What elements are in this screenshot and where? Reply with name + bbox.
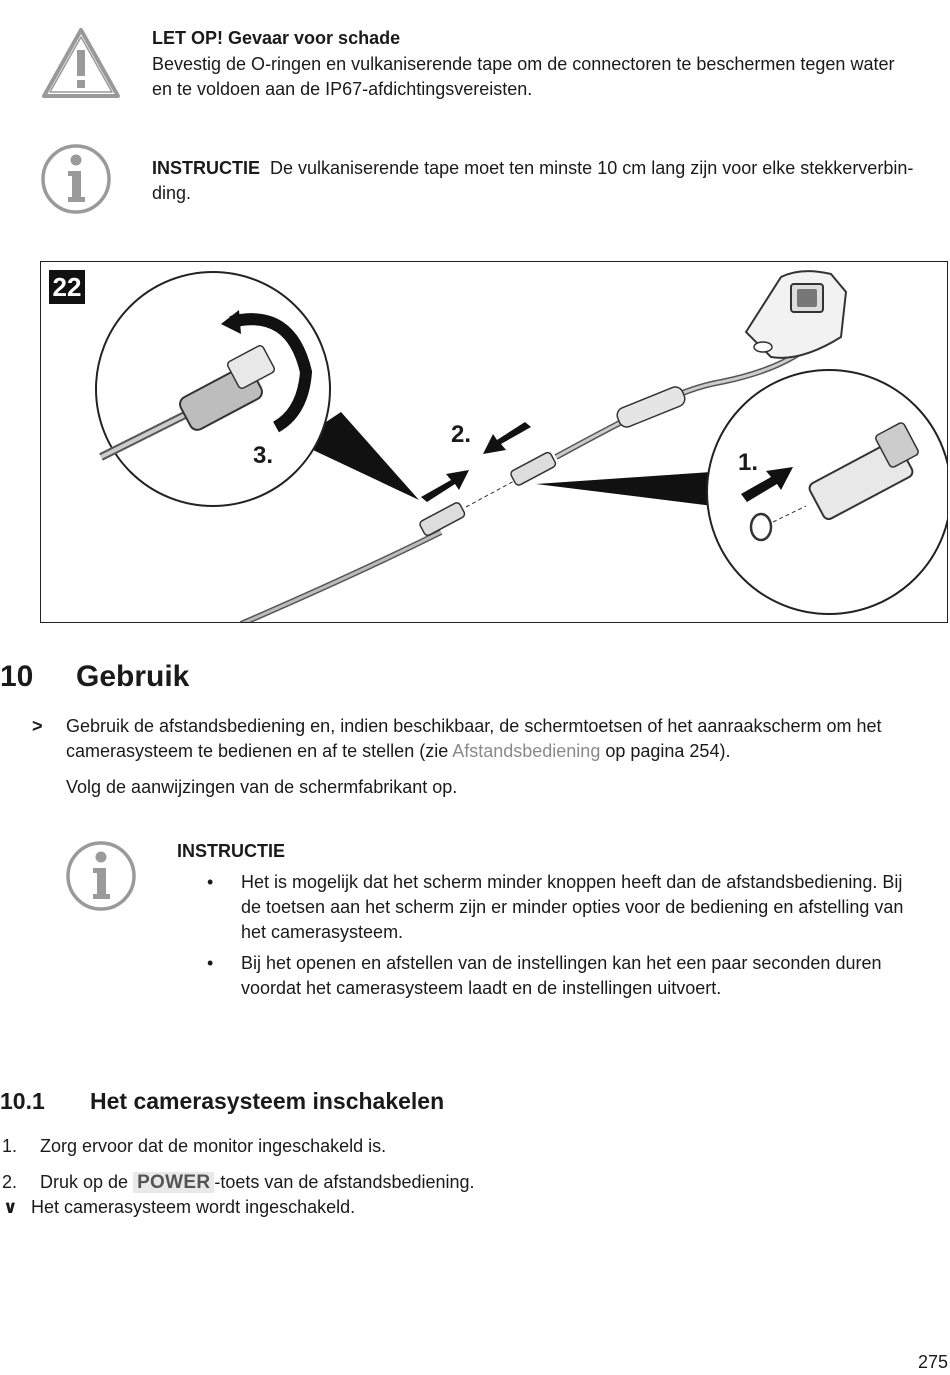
note1-label: INSTRUCTIE bbox=[152, 158, 260, 178]
figure-illustration bbox=[40, 261, 948, 623]
section10-para1-line1: Gebruik de afstandsbediening en, indien beschikbaar, de schermtoetsen of het aanraakscherm om het bbox=[66, 716, 882, 736]
info-icon bbox=[40, 143, 112, 215]
list-item-line: voordat het camerasysteem laadt en de instellingen uitvoert. bbox=[241, 978, 722, 998]
bullet: • bbox=[207, 953, 214, 973]
note1-text-line2: ding. bbox=[152, 183, 192, 203]
section10-para1-line2 bbox=[66, 739, 730, 764]
warning-title: LET OP! Gevaar voor schade bbox=[152, 28, 401, 48]
list-item-line: Het is mogelijk dat het scherm minder knoppen heeft dan de afstandsbediening. Bij bbox=[241, 872, 903, 892]
step-number: 1. bbox=[2, 1136, 18, 1156]
warning-triangle-icon bbox=[40, 26, 122, 100]
list-item bbox=[177, 870, 947, 945]
list-item-line: Bij het openen en afstellen van de instellingen kan het een paar seconden duren bbox=[241, 953, 882, 973]
section-number: 10 bbox=[0, 660, 34, 693]
step-text bbox=[40, 1170, 475, 1195]
warning-text-line1: Bevestig de O-ringen en vulkaniserende tape om de connectoren te beschermen tegen water bbox=[152, 54, 895, 74]
page-number: 275 bbox=[917, 1352, 948, 1372]
section-heading-10-1 bbox=[0, 1085, 444, 1117]
bullet: • bbox=[207, 872, 214, 892]
step1-label: 1. bbox=[738, 449, 759, 476]
note2-label: INSTRUCTIE bbox=[177, 841, 285, 861]
remote-control-link[interactable]: Afstandsbediening bbox=[452, 741, 601, 761]
list-item-line: de toetsen aan het scherm zijn er minder opties voor de bediening en afstelling van bbox=[241, 897, 904, 917]
step-text: Zorg ervoor dat de monitor ingeschakeld is. bbox=[40, 1136, 387, 1156]
list-item bbox=[177, 951, 947, 1001]
section-heading-10 bbox=[0, 657, 189, 697]
step-suffix: -toets van de afstandsbediening. bbox=[214, 1172, 475, 1192]
note2-list bbox=[177, 870, 947, 1007]
step2-label: 2. bbox=[451, 421, 472, 448]
result-marker: ∨ bbox=[3, 1197, 18, 1217]
section10-para2: Volg de aanwijzingen van de schermfabrikant op. bbox=[66, 777, 458, 797]
power-key: POWER bbox=[133, 1172, 214, 1193]
step-number: 2. bbox=[2, 1172, 18, 1192]
para1-prefix: camerasysteem te bedienen en af te stellen (zie bbox=[66, 741, 453, 761]
note1-text: De vulkaniserende tape moet ten minste 10 cm lang zijn voor elke stekkerverbin- bbox=[270, 158, 914, 178]
result-text: Het camerasysteem wordt ingeschakeld. bbox=[31, 1197, 356, 1217]
figure-number: 22 bbox=[49, 270, 85, 304]
step-prefix: Druk op de bbox=[40, 1172, 134, 1192]
list-item-line: het camerasysteem. bbox=[241, 922, 404, 942]
section-title: Gebruik bbox=[76, 660, 190, 693]
para1-suffix: op pagina 254). bbox=[600, 741, 731, 761]
action-marker: > bbox=[32, 716, 43, 736]
warning-text-line2: en te voldoen aan de IP67-afdichtingsvereisten. bbox=[152, 79, 533, 99]
subsection-title: Het camerasysteem inschakelen bbox=[90, 1088, 445, 1114]
note1-text-line1 bbox=[152, 156, 913, 181]
step3-label: 3. bbox=[253, 442, 274, 469]
subsection-number: 10.1 bbox=[0, 1088, 45, 1114]
info-icon bbox=[65, 840, 137, 912]
